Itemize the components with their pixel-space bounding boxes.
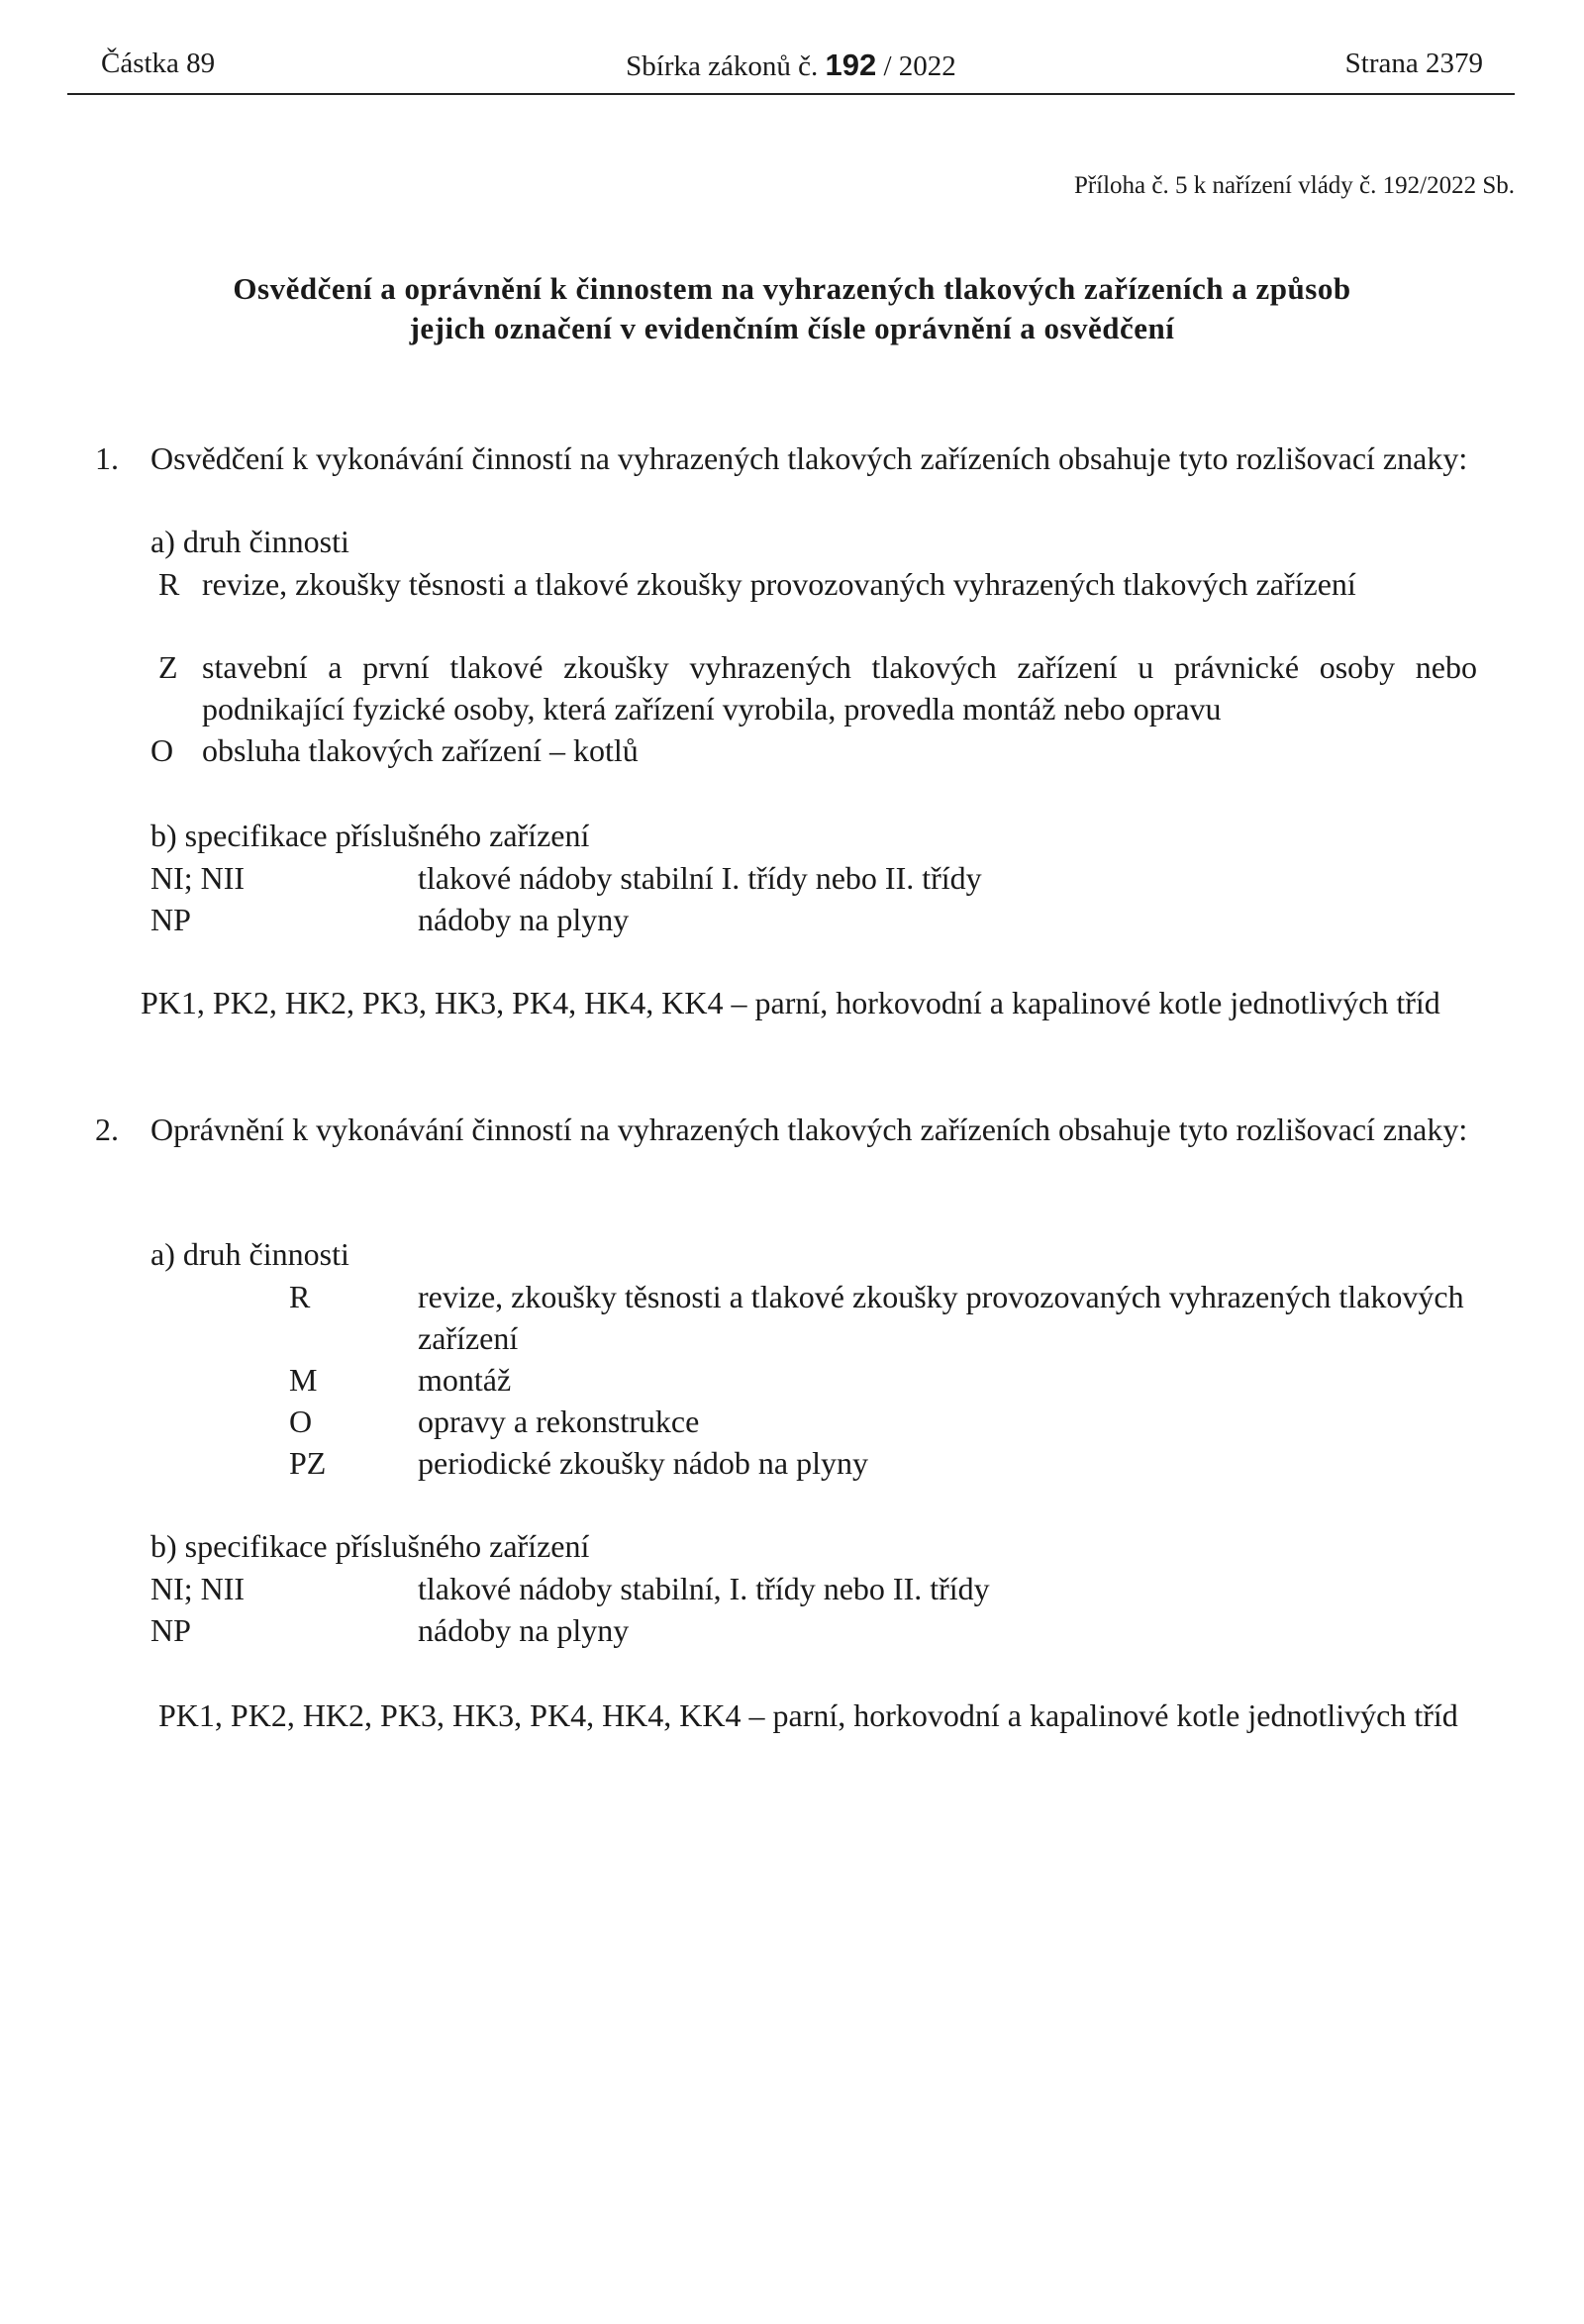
section-2-spec-code: NP bbox=[150, 1612, 191, 1648]
title-line-1: Osvědčení a oprávnění k činnostem na vyhrazených tlakových zařízeních a způsob bbox=[233, 271, 1351, 306]
section-2-item-code: M bbox=[289, 1362, 318, 1398]
section-2-item-code: PZ bbox=[289, 1445, 327, 1481]
section-1-number: 1. bbox=[95, 440, 119, 476]
section-2-number: 2. bbox=[95, 1112, 119, 1147]
section-1-item-text: revize, zkoušky těsnosti a tlakové zkoušky provozovaných vyhrazených tlakových zařízení bbox=[202, 566, 1356, 602]
section-1-intro: Osvědčení k vykonávání činností na vyhrazených tlakových zařízeních obsahuje tyto rozlišovací znaky: bbox=[150, 440, 1468, 476]
section-2-intro: Oprávnění k vykonávání činností na vyhrazených tlakových zařízeních obsahuje tyto rozlišovací znaky: bbox=[150, 1112, 1468, 1147]
header-page-number: Strana 2379 bbox=[1344, 48, 1483, 79]
document-title bbox=[99, 269, 1485, 348]
section-2-item-code: R bbox=[289, 1279, 311, 1314]
section-1-spec-code: NP bbox=[150, 902, 191, 937]
section-2-spec-code: NI; NII bbox=[150, 1571, 246, 1606]
section-2-item-text: revize, zkoušky těsnosti a tlakové zkoušky provozovaných vyhrazených tlakových zařízení bbox=[418, 1279, 1464, 1356]
section-1-item-text: obsluha tlakových zařízení – kotlů bbox=[202, 732, 639, 768]
header-collection-prefix: Sbírka zákonů č. bbox=[626, 50, 819, 82]
header-collection bbox=[67, 48, 1515, 83]
section-1-spec-code: NI; NII bbox=[150, 860, 246, 896]
section-2-b-heading: b) specifikace příslušného zařízení bbox=[150, 1528, 590, 1564]
header-law-number: 192 bbox=[825, 48, 877, 82]
section-1-spec-text: nádoby na plyny bbox=[418, 902, 630, 937]
page-header bbox=[67, 44, 1515, 95]
section-1-b-heading: b) specifikace příslušného zařízení bbox=[150, 818, 590, 853]
section-1-item-text: stavební a první tlakové zkoušky vyhrazených tlakových zařízení u právnické osoby nebo podnikající fyzické osoby, která zařízení vyrobila, provedla montáž nebo opravu bbox=[202, 649, 1477, 726]
section-1-boilers: PK1, PK2, HK2, PK3, HK3, PK4, HK4, KK4 – parní, horkovodní a kapalinové kotle jednotlivých tříd bbox=[141, 985, 1440, 1020]
section-2-boilers: PK1, PK2, HK2, PK3, HK3, PK4, HK4, KK4 – parní, horkovodní a kapalinové kotle jednotlivých tříd bbox=[158, 1697, 1458, 1733]
section-1-item-code: R bbox=[158, 566, 180, 602]
section-1-spec-text: tlakové nádoby stabilní I. třídy nebo II. třídy bbox=[418, 860, 982, 896]
annex-label: Příloha č. 5 k nařízení vlády č. 192/2022 Sb. bbox=[1073, 172, 1515, 199]
section-2-spec-text: nádoby na plyny bbox=[418, 1612, 630, 1648]
title-line-2: jejich označení v evidenčním čísle oprávnění a osvědčení bbox=[409, 311, 1175, 345]
section-2-item-text: opravy a rekonstrukce bbox=[418, 1404, 700, 1439]
section-2-a-heading: a) druh činnosti bbox=[150, 1236, 349, 1272]
section-2-item-text: periodické zkoušky nádob na plyny bbox=[418, 1445, 868, 1481]
section-2-spec-text: tlakové nádoby stabilní, I. třídy nebo II. třídy bbox=[418, 1571, 990, 1606]
section-1-a-heading: a) druh činnosti bbox=[150, 524, 349, 559]
section-2-item-code: O bbox=[289, 1404, 313, 1439]
section-1-item-code: O bbox=[150, 732, 174, 768]
section-2-item-text: montáž bbox=[418, 1362, 512, 1398]
section-1-item-code: Z bbox=[158, 649, 178, 685]
header-part-number: Částka 89 bbox=[101, 48, 216, 79]
header-year: / 2022 bbox=[883, 50, 956, 82]
